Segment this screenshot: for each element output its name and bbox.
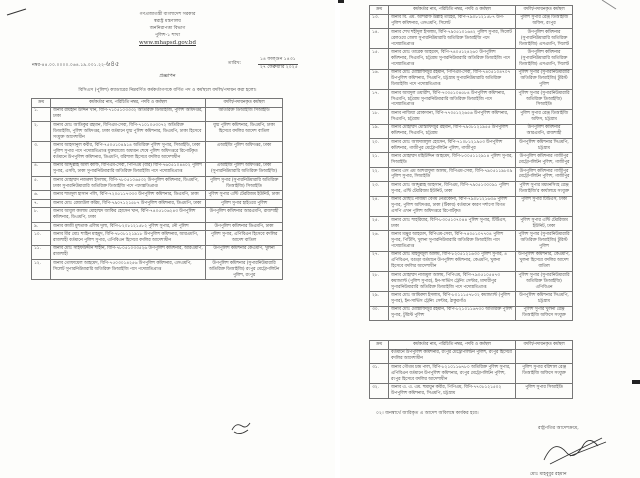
officer-details-cell: জনাব মোঃ আব্দুল্লাহ আহসান, বিপিএম, বিপি-৭৯০৫১৩০০৯১ পুলিশ সুপার, এন্টি টেররিজম ইউনিট, ঢাকা bbox=[389, 182, 516, 196]
memo-number bbox=[32, 58, 119, 70]
table-row bbox=[32, 162, 283, 176]
website-link[interactable]: www.mhapsd.gov.bd bbox=[139, 40, 196, 46]
date-bangla: ১৪ ফাল্গুন ১৪৩১ bbox=[258, 55, 298, 65]
table-row bbox=[370, 384, 573, 398]
table-row bbox=[370, 167, 573, 181]
officer-details-cell: জনাব শামসুল হাসান পলি, বিপি-৭২০৫১১৭৩৩৩ উপপুলিশ কমিশনার, ডিএমপি, ঢাকা bbox=[51, 191, 206, 200]
officer-details-cell: জনাব মোঃ মোস্তাফিজুর রহমান, পিপিএম-সেবা, বিপি-৭৪০৫১০৪৭০৭ উপপুলিশ কমিশনার, সিএমপি, চট্টগ্রাম সুপারনিউমারারি অতিরিক্ত ডিআইজি পদে পদোন্নতিপ্রাপ্ত bbox=[389, 69, 516, 89]
new-posting-cell: অতিরিক্ত ডিআইজি সিআইডি bbox=[206, 107, 283, 121]
new-posting-cell: উপপুলিশ কমিশনার (সুপারনিউমারারি অতিরিক্ত ডিআইজি) এসএমপি, সিলেট bbox=[516, 28, 573, 48]
table-row bbox=[370, 216, 573, 230]
serial-cell: ১৬. bbox=[370, 69, 389, 89]
serial-cell: ২০. bbox=[370, 138, 389, 152]
new-posting-cell: উপপুলিশ কমিশনার গাজীপুর মেট্রোপলিটন পুলিশ, গাজীপুর bbox=[516, 153, 573, 167]
table-row bbox=[370, 231, 573, 251]
table-row bbox=[370, 124, 573, 138]
officer-details-cell: জনাব মোঃ আমিরুল ইসলাম, বিপি-৮০১১১৫৭৮০২ কমান্ড্যান্ট (পুলিশ সুপার), ইন-সার্ভিস ট্রেনিং সেন্টার, ঠাকুরগাঁও bbox=[389, 292, 516, 306]
header-website[interactable] bbox=[0, 40, 335, 47]
table-row bbox=[370, 89, 573, 109]
table-row bbox=[370, 153, 573, 167]
table-row bbox=[370, 271, 573, 291]
table-row bbox=[32, 245, 283, 259]
officer-details-cell: জনাব মোঃ মাহফুজুল আলম, বিপি-৮২০৫১২১৬৩৩ পুলিশ সুপার, ৪ এপিবিএন, বগুড়া বর্তমানে উপপুলিশ কমিশনার, কেএমপি, খুলনা হিসেবে বদলির আদেশাধীন bbox=[389, 251, 516, 271]
table-row bbox=[370, 28, 573, 48]
new-posting-cell: উপপুলিশ কমিশনার (সুপারনিউমারারি অতিরিক্ত ডিআইজি) এসএমপি, সিলেট bbox=[516, 49, 573, 69]
serial-cell: ১০. bbox=[32, 231, 51, 245]
new-posting-cell: পুলিশ সুপার এন্টি টেররিজম ইউনিট, ঢাকা bbox=[516, 216, 573, 230]
officer-details-cell: জনাব এ. এ. এম. হুমায়ুন কবীর, পিপিএম, বিপি-৭৭০৮১২১৫০২ উপপুলিশ কমিশনার, সিএমপি, চট্টগ্রাম bbox=[389, 384, 516, 398]
serial-cell: ৩১. bbox=[370, 363, 389, 383]
new-posting-cell: উপপুলিশ কমিশনার কেএমপি, খুলনা bbox=[206, 245, 283, 259]
serial-cell bbox=[370, 349, 389, 363]
table-row bbox=[32, 260, 283, 280]
officer-details-cell: জনাব আব্দুল্লাহ আল কাফি, বিপিএম-সেবা, পিপিএম (বার) বিপি-৭৬০৫১০৪৪০২ পুলিশ সুপার, এসবি, ঢাকা সুপারনিউমারারি অতিরিক্ত ডিআইজি পদে পদোন্নতিপ্রাপ্ত bbox=[51, 162, 206, 176]
col-officer-details: কর্মকর্তার নাম, পরিচিতি নম্বর, পদবি ও কর্মস্থল bbox=[389, 341, 516, 350]
new-posting-cell: পুলিশ সুপার রেঞ্জ ডিআইজি অফিস, চট্টগ্রাম bbox=[516, 110, 573, 124]
officer-details-cell: জনাব মোঃ রেজাউল করিম, বিপি-৭৯০৭১২১৫৮৭ উপপুলিশ কমিশনার, ডিএমপি, ঢাকা bbox=[51, 199, 206, 208]
page-corner-fold-icon bbox=[600, 0, 618, 10]
table-row bbox=[32, 176, 283, 190]
new-posting-cell: পুলিশ সুপার (সুপারনিউমারারি অতিরিক্ত ডিআইজি) টুরিস্ট পুলিশ bbox=[516, 231, 573, 251]
serial-cell: ১৯. bbox=[370, 124, 389, 138]
new-posting-cell: পুলিশ সুপার সিআইডি bbox=[516, 384, 573, 398]
serial-cell: ১. bbox=[32, 107, 51, 121]
serial-cell: ৫. bbox=[32, 176, 51, 190]
table-row bbox=[370, 292, 573, 306]
serial-cell: ২২. bbox=[370, 167, 389, 181]
header-ministry: স্বরাষ্ট্র মন্ত্রণালয় bbox=[153, 19, 182, 24]
serial-cell: ২৮. bbox=[370, 271, 389, 291]
table-row bbox=[32, 222, 283, 231]
new-posting-cell: পুলিশ সুপার বরিশাল রেঞ্জ ডিআইজি অফিসে সংযুক্ত bbox=[516, 363, 573, 383]
date-label: তারিখ: bbox=[228, 61, 242, 66]
officer-details-cell: জনাব মোহাম্মদ মহিউদ্দিন আহমেদ, বিপি-৮০০৫১১২৯১৪ পুলিশ সুপার, সিআইডি bbox=[389, 153, 516, 167]
officer-details-cell: জনাব মোঃ তারেক আহমেদ, বিপি-৭৪০৫১২৪২৬০ উপপুলিশ কমিশনার, সিএমপি, চট্টগ্রাম সুপারনিউমারারি অতিরিক্ত ডিআইজি পদে পদোন্নতিপ্রাপ্ত bbox=[389, 49, 516, 69]
serial-cell: ২১. bbox=[370, 153, 389, 167]
serial-cell: ২৩. bbox=[370, 182, 389, 196]
officer-details-cell: জনাব মোহাম্মদ নাজমুল আলম, পিপিএম, বিপি-৭৯০৫১০৫৪৭৩ কমান্ড্যান্ট (পুলিশ সুপার), ইন-সার্ভিস ট্রেনিং সেন্টার, মাদারীপুর সুপারনিউমারারি অতিরিক্ত ডিআইজি পদে পদোন্নতিপ্রাপ্ত bbox=[389, 271, 516, 291]
serial-cell: ১৩. bbox=[370, 14, 389, 28]
memo-number-suffix: ৬৪৫ bbox=[105, 60, 120, 68]
effective-note: ০২। জনস্বার্থে জারিকৃত এ আদেশ অবিলম্বে কার্যকর হবে। bbox=[376, 411, 479, 416]
new-posting-cell: উপপুলিশ কমিশনার ডিএমপি, ঢাকা bbox=[206, 222, 283, 231]
memo-number-label: নম্বর-৪৪.০০.০০০০.০৬৪.১৯.০০১.২২- bbox=[32, 63, 106, 68]
officer-details-cell: জনাব বি. এম. আশরাফ উল্লাহ তাহের, বিপি-৭৯০৮১২১৫৮৭ উপ-পুলিশ কমিশনার, এসএমপি, সিলেট bbox=[389, 14, 516, 28]
officer-details-cell: জনাব মীর মোঃ শাহিন মাহমুদ, বিপি-৭৮০৮১২১৯১৮ উপপুলিশ কমিশনার, আরএমপি, রাজশাহী বর্তমানে পুলিশ সুপার, এপিবিএন হিসেবে বদলির আদেশাধীন bbox=[51, 231, 206, 245]
officer-details-cell: জনাব মোঃ আফজালুল হোসেন, বিপি-৭১০৮১২১৯৫৩ উপপুলিশ কমিশনার, গাজীপুর মেট্রোপলিটন পুলিশ, গাজীপুর bbox=[389, 138, 516, 152]
table-header-row bbox=[370, 6, 573, 15]
new-posting-cell: পুলিশ সুপার টিটিএস, ঢাকা bbox=[516, 196, 573, 216]
new-posting-cell: উপপুলিশ কমিশনার আরএমপি, রাজশাহী bbox=[516, 124, 573, 138]
new-posting-cell: এআইজি পুলিশ অধিদপ্তর, ঢাকা bbox=[206, 142, 283, 162]
table-row bbox=[370, 182, 573, 196]
table-header-row bbox=[370, 341, 573, 350]
new-posting-cell: পুলিশ সুপার, এপিবিএন হিসেবে বদলির আদেশ বাতিল bbox=[206, 231, 283, 245]
col-new-posting: বদলি/পদায়নকৃত কর্মস্থল bbox=[516, 6, 573, 15]
table-row bbox=[32, 231, 283, 245]
officer-details-cell: জনাব এস এম আশরাফুল আলম, বিপিএম-সেবা, বিপি-৭৯০৫১১৯৮০৯ পুলিশ সুপার, সিআইডি bbox=[389, 167, 516, 181]
serial-cell: ১৭. bbox=[370, 89, 389, 109]
serial-cell: ১৫. bbox=[370, 49, 389, 69]
table-row bbox=[32, 142, 283, 162]
serial-cell: ১৪. bbox=[370, 28, 389, 48]
serial-cell: ২৪. bbox=[370, 196, 389, 216]
table-row bbox=[32, 191, 283, 200]
officer-details-cell: বর্তমানে উপপুলিশ কমিশনার, রংপুর মেট্রোপলিটন পুলিশ, রংপুর হিসেবে বদলির আদেশাধীন bbox=[389, 349, 516, 363]
officer-details-cell: জনাব আহসানুল কবীর, বিপি-৭৫০৫১০৪৯১৪ অতিরিক্ত পুলিশ সুপার, সিআইডি, ঢাকা পুলিশ সুপার পদে পদোন্নতিপ্রাপ্ত যুক্তরাজ্যে অধ্যয়ন শেষে পুলিশ অধিদপ্তরে রিপোর্টকৃত বর্তমানে উপপুলিশ কমিশনার, ডিএমপি, বরিশাল হিসেবে বদলির আদেশাধীন bbox=[51, 142, 206, 162]
col-officer-details: কর্মকর্তার নাম, পরিচিতি নম্বর, পদবি ও কর্মস্থল bbox=[51, 99, 206, 108]
transfer-table-page-1 bbox=[31, 98, 283, 280]
new-posting-cell: পুলিশ সুপার খুলনা রেঞ্জ ডিআইজি অফিসে সংযুক্ত bbox=[516, 306, 573, 320]
serial-cell: ১২. bbox=[32, 260, 51, 280]
new-posting-cell: পুলিশ সুপার ময়মনসিংহ রেঞ্জ ডিআইজি'র কার্যালয়ে সংযুক্ত bbox=[516, 182, 573, 196]
serial-cell: ৩. bbox=[32, 142, 51, 162]
document-title: প্রজ্ঞাপন bbox=[159, 73, 176, 79]
officer-details-cell: জনাব মোহাম্মদ মোস্তাফিজুর রহমান, বিপি-৭৯০৮১২১৯৫৫ উপপুলিশ কমিশনার, সিএমপি, চট্টগ্রাম bbox=[389, 124, 516, 138]
table-row bbox=[370, 49, 573, 69]
table-header-row bbox=[32, 99, 283, 108]
serial-cell: ২. bbox=[32, 121, 51, 141]
serial-cell: ২৯. bbox=[370, 292, 389, 306]
serial-cell: ২৫. bbox=[370, 216, 389, 230]
header-branch: পুলিশ-১ শাখা bbox=[154, 33, 181, 38]
table-row bbox=[370, 69, 573, 89]
serial-cell: ২৭. bbox=[370, 251, 389, 271]
table-row bbox=[370, 349, 573, 363]
new-posting-cell bbox=[516, 349, 573, 363]
transfer-table-page-2 bbox=[369, 5, 573, 321]
serial-cell: ৩২. bbox=[370, 384, 389, 398]
officer-details-cell: জনাব মোঃ শাহরিয়ার, বিপি-৮৩০৫১০৭০৪৪ পুলিশ সুপার, টিটিএস, ঢাকা bbox=[389, 216, 516, 230]
officer-details-cell: জনাব কাজী মুশতাক এলিম দুলা, বিপি-৮২০৮১২১৫৮২ পুলিশ সুপার, নৌ পুলিশ bbox=[51, 222, 206, 231]
officer-details-cell: জনাব নাজিয়া রোকসানা, বিপি-৭৭০৫১২২৬৫৬ উপপুলিশ কমিশনার, সিএমপি, চট্টগ্রাম bbox=[389, 110, 516, 124]
new-posting-cell: উপপুলিশ কমিশনার সিএমপি, চট্টগ্রাম bbox=[516, 138, 573, 152]
serial-cell: ৪. bbox=[32, 162, 51, 176]
serial-cell: ৯. bbox=[32, 222, 51, 231]
new-posting-cell: উপপুলিশ কমিশনার সিএমপি, চট্টগ্রাম bbox=[516, 292, 573, 306]
signature-icon bbox=[540, 432, 610, 468]
serial-cell: ৩০. bbox=[370, 306, 389, 320]
officer-details-cell: জনাব গৌতম চন্দ্র পাল, বিপি-৮২১০১১৬৭৮০ অতিরিক্ত পুলিশ সুপার, এপিবিএন বর্তমানে উপপুলিশ কমিশনার, রংপুর মেট্রোপলিটন পুলিশ, রংপুর হিসেবে বদলির আদেশাধীন bbox=[389, 363, 516, 383]
new-posting-cell: পুলিশ সুপার রেঞ্জ ডিআইজি অফিস, রংপুর bbox=[516, 14, 573, 28]
new-posting-cell: পুলিশ সুপার এন্টি টেররিজম ইউনিট, ঢাকা bbox=[206, 191, 283, 200]
table-row bbox=[370, 14, 573, 28]
new-posting-cell: এআইজি পুলিশ অধিদপ্তর, ঢাকা (সুপারনিউমারারি অতিরিক্ত ডিআইজি) bbox=[206, 162, 283, 176]
signature-label: রাষ্ট্রপতির আদেশক্রমে, bbox=[538, 426, 579, 431]
serial-cell: ৬. bbox=[32, 191, 51, 200]
col-new-posting: বদলি/পদায়নকৃত কর্মস্থল bbox=[206, 99, 283, 108]
new-posting-cell: পুলিশ সুপার (সুপারনিউমারারি অতিরিক্ত ডিআইজি) সিআইডি bbox=[516, 89, 573, 109]
table-row bbox=[370, 363, 573, 383]
table-row bbox=[370, 306, 573, 320]
serial-cell: ৭. bbox=[32, 199, 51, 208]
col-serial: ক্রম bbox=[370, 341, 389, 350]
col-officer-details: কর্মকর্তার নাম, পরিচিতি নম্বর, পদবি ও কর্মস্থল bbox=[389, 6, 516, 15]
col-serial: ক্রম bbox=[370, 6, 389, 15]
serial-cell: ১৮. bbox=[370, 110, 389, 124]
header-division: জননিরাপত্তা বিভাগ bbox=[149, 26, 186, 31]
table-row bbox=[370, 196, 573, 216]
officer-details-cell: জনাব রায়হান উদ্দিন খান, বিপি-৭১০৫১০৩৩৩২ অতিরিক্ত ডিআইজি, পুলিশ অধিদপ্তর, ঢাকা bbox=[51, 107, 206, 121]
transfer-table-page-2-continued bbox=[369, 340, 573, 399]
new-posting-cell: পুলিশ সুপার হাইওয়ে পুলিশ bbox=[206, 199, 283, 208]
table-row bbox=[32, 199, 283, 208]
table-row bbox=[32, 208, 283, 222]
col-new-posting: বদলি/পদায়নকৃত কর্মস্থল bbox=[516, 341, 573, 350]
table-row bbox=[32, 121, 283, 141]
col-serial: ক্রম bbox=[32, 99, 51, 108]
serial-cell: ১১. bbox=[32, 245, 51, 259]
intro-text: বিসিএস (পুলিশ) ক্যাডারের নিম্নবর্ণিত কর্মকর্তাগণকে বর্ণিত পদ ও কর্মস্থলে বদলি/পদায়ন করা হলো। bbox=[78, 88, 257, 93]
officer-details-cell: জনাব মোঃ আতিকুর রহমান, বিপিএম-সেবা, বিপি-৭১০১০৫৩০৭২ অতিরিক্ত ডিআইজি, পুলিশ অধিদপ্তর, ঢাকা বর্তমানে যুগ্ম পুলিশ কমিশনার, ডিএমপি, ঢাকা হিসেবে সংযুক্ত আদেশাধীন bbox=[51, 121, 206, 141]
new-posting-cell: উপপুলিশ কমিশনার গাজীপুর মেট্রোপলিটন পুলিশ, গাজীপুর bbox=[516, 167, 573, 181]
officer-details-cell: জনাব শেখ শহীদুল ইসলাম, বিপি-৭৯০৫১০১৬৪২ পুলিশ সুপার, সিলেট রেলওয়ে জেলা সুপারনিউমারারি অতিরিক্ত ডিআইজি পদে পদোন্নতিপ্রাপ্ত bbox=[389, 28, 516, 48]
date-gregorian: ২৭ ফেব্রুয়ারি ২০২৫ bbox=[260, 65, 298, 70]
new-posting-cell: পুলিশ সুপার (সুপারনিউমারারি অতিরিক্ত ডিআইজি) সিআইডি bbox=[206, 176, 283, 190]
new-posting-cell: পুলিশ সুপার (সুপারনিউমারারি অতিরিক্ত ডিআইজি) এপিবিএন bbox=[516, 271, 573, 291]
officer-details-cell: জনাব মোছাঃ নাজমা বেগম নেত্রকোনা, বিপি-৭৯০৮১২১৬৩৬ পুলিশ সুপার, পুলিশ অধিদপ্তর, ঢাকা (টিকায়) বর্তমানে কারণ দর্শাণো বিগত এসপি এখন পুলিশ অধিদপ্তরে রিপোর্টকৃত bbox=[389, 196, 516, 216]
table-row bbox=[370, 138, 573, 152]
new-posting-cell: উপপুলিশ কমিশনার আরএমপি, রাজশাহী bbox=[206, 208, 283, 222]
officer-details-cell: জনাব তোফায়েল আহমেদ, বিপি-৭৫০৩০১৪২৫৬ উপপুলিশ কমিশনার, এসএমপি, সিলেট সুপারনিউমারারি অতিরিক্ত ডিআইজি পদে পদোন্নতিপ্রাপ্ত bbox=[51, 260, 206, 280]
signatory-name: মোঃ মাহবুবুর রহমান bbox=[530, 472, 567, 477]
new-posting-cell: উপপুলিশ কমিশনার, কেএমপি, খুলনা হিসেবে বদলির আদেশ বাতিল bbox=[516, 251, 573, 271]
new-posting-cell: যুগ্ম পুলিশ কমিশনার, ডিএমপি, ঢাকা হিসেবে বদলির আদেশ বাতিল bbox=[206, 121, 283, 141]
officer-details-cell: জনাব আবুল কালাম মোহাম্মদ জাকির হোসেন খান, বিপি-৭৪০৫১০৬২৪৩ উপপুলিশ কমিশনার, ডিএমপি, ঢাকা bbox=[51, 208, 206, 222]
officer-details-cell: জনাব মোঃ মোস্তাফিজুর রহমান, বিপি-৮২১০১১৬৭৩০ অতিরিক্ত পুলিশ সুপার, টুরিস্ট পুলিশ bbox=[389, 306, 516, 320]
officer-details-cell: জনাব মোহাম্মদ নজরুল ইসলাম, বিপি-৭৮০৫১০৬৫৩২ উপপুলিশ কমিশনার, ডিএমপি, ঢাকা সুপারনিউমারারি অতিরিক্ত ডিআইজি পদে পদোন্নতিপ্রাপ্ত bbox=[51, 176, 206, 190]
new-posting-cell: পুলিশ সুপার (সুপারনিউমারারি অতিরিক্ত ডিআইজি) টুরিস্ট পুলিশ bbox=[516, 69, 573, 89]
scan-edge-mark bbox=[632, 380, 640, 384]
initial-signature-icon bbox=[230, 420, 252, 436]
table-row bbox=[370, 251, 573, 271]
serial-cell: ৮. bbox=[32, 208, 51, 222]
table-row bbox=[32, 107, 283, 121]
officer-details-cell: জনাব মঞ্জুর আহমেদ, বিপিএম-সেবা, বিপি-৭৪০৫১০৭৭০৪ পুলিশ সুপার, পিটিসি, খুলনা সুপারনিউমারারি অতিরিক্ত ডিআইজি পদে পদোন্নতিপ্রাপ্ত bbox=[389, 231, 516, 251]
header-govt: গণপ্রজাতন্ত্রী বাংলাদেশ সরকার bbox=[139, 12, 196, 17]
scan-edge-bar bbox=[338, 0, 344, 3]
officer-details-cell: জনাব আবদুল ওয়ারীশ, বিপি-৭৩০৫১০৪৫৮৪ উপপুলিশ কমিশনার, সিএমপি, চট্টগ্রাম সুপারনিউমারারি অতিরিক্ত ডিআইজি পদে পদোন্নতিপ্রাপ্ত bbox=[389, 89, 516, 109]
serial-cell: ২৬. bbox=[370, 231, 389, 251]
officer-details-cell: জনাব মোঃ সাইফউদ্দীন শাহীন, বিপি-৭৮০৫১০৩৩৫২৬ উপপুলিশ কমিশনার, আরএমপি, রাজশাহী bbox=[51, 245, 206, 259]
new-posting-cell: উপপুলিশ কমিশনার (সুপারনিউমারারি অতিরিক্ত ডিআইজি) রংপুর মেট্রোপলিটন পুলিশ, রংপুর bbox=[206, 260, 283, 280]
table-row bbox=[370, 110, 573, 124]
